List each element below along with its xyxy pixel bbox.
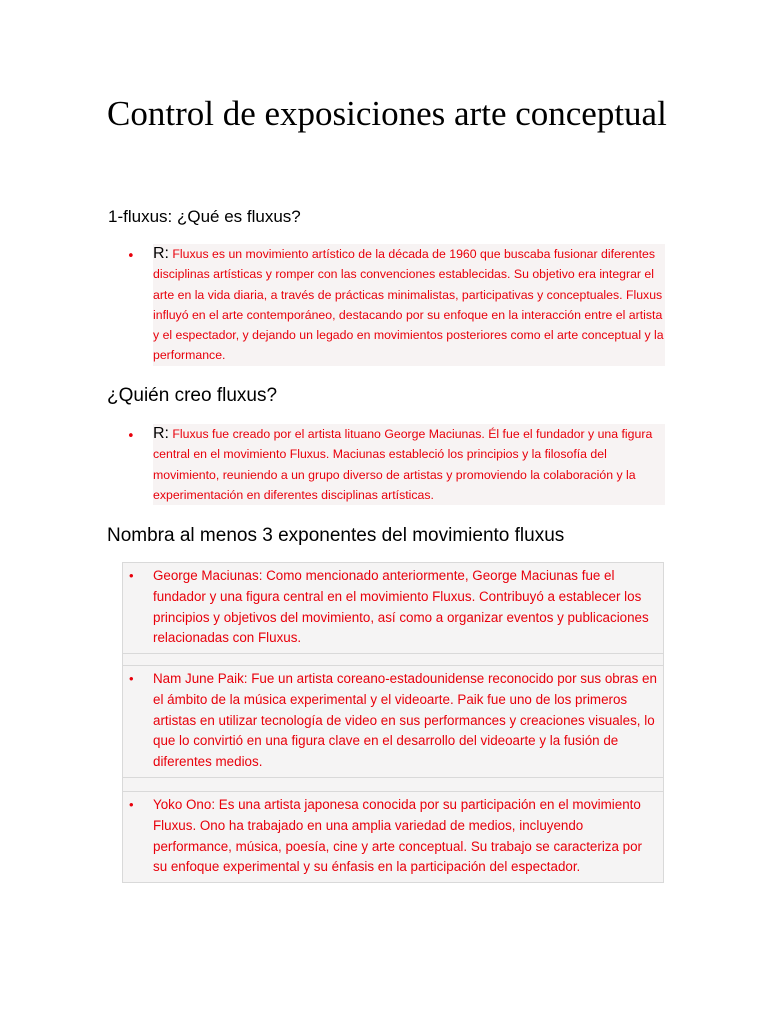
exponent-box-ono [122, 791, 664, 883]
exponent-text: Yoko Ono: Es una artista japonesa conocida por su participación en el movimiento Fluxus. Ono ha trabajado en una amplia variedad de medios, incluyendo performance, música, poesía, cine y arte conceptual. Su trabajo se caracteriza por su enfoque experimental y su énfasis en la participación del espectador. [153, 797, 643, 875]
answer-body: Fluxus fue creado por el artista lituano George Maciunas. Él fue el fundador y una figura central en el movimiento Fluxus. Maciunas estableció los principios y la filosofía del movimiento, reuniendo a un grupo diverso de artistas y promoviendo la colaboración y la experimentación en diferentes disciplinas artísticas. [153, 427, 653, 502]
exponent-text: George Maciunas: Como mencionado anteriormente, George Maciunas fue el fundador y una figura central en el movimiento Fluxus. Contribuyó a establecer los principios y objetivos del movimiento, así como a organizar eventos y publicaciones relacionadas con Fluxus. [153, 568, 649, 646]
exponent-box-paik [122, 665, 664, 799]
bullet-icon: • [129, 797, 134, 812]
bullet-icon: • [129, 671, 134, 686]
bullet-icon: • [127, 249, 135, 264]
list-item [123, 563, 663, 653]
list-item [123, 792, 663, 882]
exponent-box-maciunas [122, 562, 664, 675]
exponent-text: Nam June Paik: Fue un artista coreano-estadounidense reconocido por sus obras en el ámbito de la música experimental y el videoarte. Paik fue uno de los primeros artistas en utilizar tecnología de video en sus performances y creaciones visuales, lo que lo convirtió en una figura clave en el desarrollo del videoarte y la fusión de diferentes medios. [153, 671, 657, 770]
bullet-icon: • [129, 568, 134, 583]
document-title: Control de exposiciones arte conceptual [107, 94, 667, 133]
answer-text [153, 244, 665, 366]
answer-text [153, 424, 665, 505]
answer-label: R: [153, 245, 169, 262]
list-item [123, 666, 663, 777]
question-exponents: Nombra al menos 3 exponentes del movimiento fluxus [107, 525, 565, 546]
question-who-created-fluxus: ¿Quién creo fluxus? [107, 385, 278, 406]
answer-label: R: [153, 425, 169, 442]
question-what-is-fluxus: 1-fluxus: ¿Qué es fluxus? [108, 207, 301, 226]
answer-body: Fluxus es un movimiento artístico de la década de 1960 que buscaba fusionar diferentes disciplinas artísticas y romper con las convenciones establecidas. Su objetivo era integrar el arte en la vida diaria, a través de prácticas minimalistas, participativas y conceptuales. Fluxus influyó en el arte contemporáneo, destacando por su enfoque en la interacción entre el artista y el espectador, y dejando un legado en movimientos posteriores como el arte conceptual y la performance. [153, 247, 664, 363]
bullet-icon: • [127, 429, 135, 444]
